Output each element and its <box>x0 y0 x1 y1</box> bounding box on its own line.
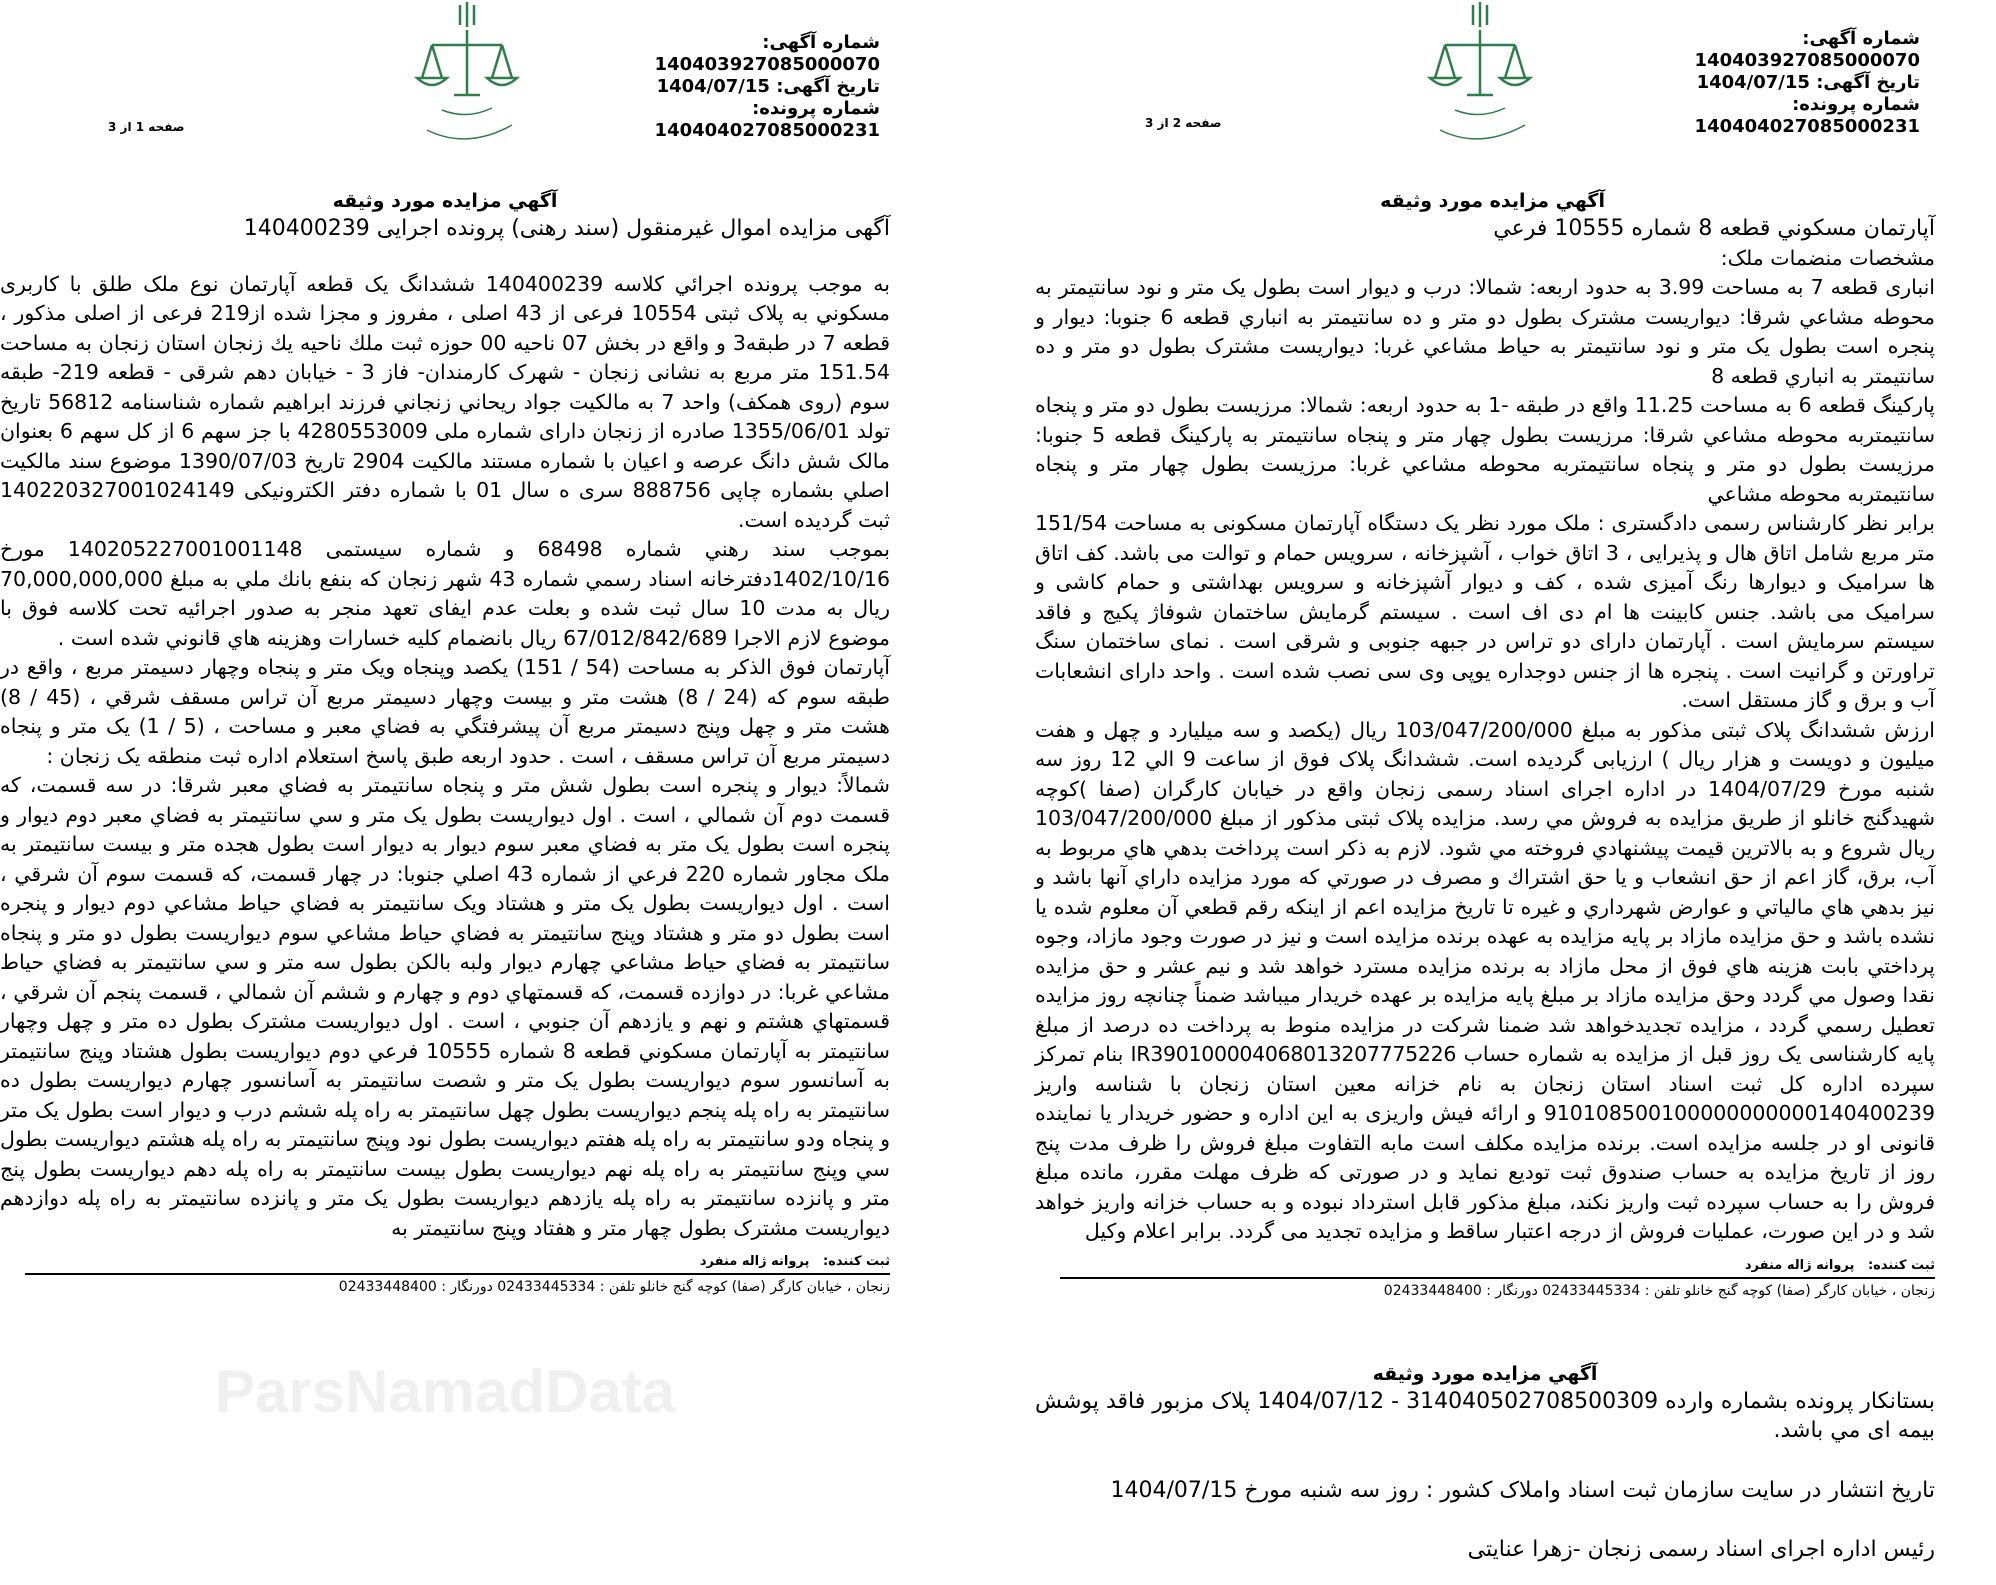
body-paragraph: برابر نظر کارشناس رسمی دادگستری : ملک مورد نظر یک دستگاه آپارتمان مسکونی به مساحت 151/54 متر مربع شامل اتاق هال و پذیرایی ، 3 اتاق خواب ، آشپزخانه ، سرویس حمام و توالت می باشد. کف اتاق ها سرامیک و دیوارها رنگ آمیزی شده ، کف و دیوار آشپزخانه و سرویس بهداشتی و حمام کاشی و سرامیک می باشد. جنس کابینت ها ام دی اف است . سیستم گرمایش ساختمان شوفاژ پکیج و فاقد سیستم سرمایش است . آپارتمان دارای دو تراس در جبهه جنوبی و شرقی است . نمای ساختمان سنگ تراورتن و گرانیت است . پنجره ها از جنس دوجداره یوپی وی سی نصب شده است . واحد دارای انشعابات آب و برق و گاز مستقل است. <box>1035 511 1935 712</box>
judiciary-logo-icon <box>412 0 522 150</box>
judiciary-logo-icon <box>1425 0 1535 150</box>
page1-header-meta <box>560 32 880 142</box>
body-paragraph: مشخصات منضمات ملک: <box>1720 245 1935 270</box>
registrar-name: پروانه ژاله منفرد <box>1744 1257 1855 1273</box>
body-paragraph: شمالاً: ديوار و پنجره است بطول شش متر و پنجاه سانتيمتر به فضاي معبر شرقا: در سه قسمت، که قسمت دوم آن شمالي ، است . اول ديواريست بطول يک متر و سي سانتيمتر به فضاي معبر دوم ديوار و پنجره است بطول يک متر به فضاي معبر سوم ديوار به ديوار است بطول هجده متر و بيست سانتيمتر به ملک مجاور شماره 220 فرعي از شماره 43 اصلي جنوبا: در چهار قسمت، که قسمت سوم آن شرقي ، است . اول ديواريست بطول يک متر و هشتاد ويک سانتيمتر به فضاي حياط مشاعي دوم ديوار و پنجره است بطول دو متر و هشتاد وپنج سانتيمتر به فضاي حياط مشاعي سوم ديواريست بطول دو متر و پنجاه سانتيمتر به فضاي حياط مشاعي چهارم ديوار ولبه بالکن بطول سه متر و سي سانتيمتر به فضاي حياط مشاعي غربا: در دوازده قسمت، که قسمتهاي دوم و چهارم و ششم آن شمالي ، قسمت پنجم آن شرقي ، قسمتهاي هشتم و نهم و يازدهم آن جنوبي ، است . اول ديواريست مشترک بطول ده متر و چهل وچهار سانتيمتر به آپارتمان مسکوني قطعه 8 شماره 10555 فرعي دوم ديواريست بطول هشتاد وپنج سانتيمتر به آسانسور سوم ديواريست بطول يک متر و شصت سانتيمتر به آسانسور چهارم ديواريست بطول ده سانتيمتر به راه پله پنجم ديواريست بطول چهل سانتيمتر به راه پله ششم درب و ديوار است بطول يک متر و پنجاه ودو سانتيمتر به راه پله هفتم ديواريست بطول نود وپنج سانتيمتر به راه پله هشتم ديواريست بطول سي وپنج سانتيمتر به راه پله نهم ديواريست بطول بيست سانتيمتر به راه پله دهم ديواريست بطول پنج متر و پانزده سانتيمتر به راه پله يازدهم ديواريست بطول يک متر و پانزده سانتيمتر به راه پله دوازدهم ديواريست مشترک بطول چهار متر و هفتاد وپنج سانتيمتر به <box>0 773 890 1240</box>
page1-header <box>0 0 890 180</box>
registrar-name: پروانه ژاله منفرد <box>699 1254 810 1269</box>
ad-date: 1404/07/15 <box>1696 72 1810 93</box>
body-paragraph: ارزش ششدانگ پلاک ثبتی مذکور به مبلغ 103/047/200/000 ریال (یکصد و سه میلیارد و چهل و هفت میلیون و دویست و هزار ریال ) ارزیابی گردیده است. ششدانگ پلاک فوق از ساعت 9 الي 12 روز سه شنبه مورخ 1404/07/29 در اداره اجرای اسناد رسمی زنجان واقع در خیابان کارگران (صفا )کوچه شهیدگنج خانلو از طريق مزايده به فروش مي رسد. مزايده پلاک ثبتی مذکور از مبلغ 103/047/200/000 ريال شروع و به بالاترين قيمت پيشنهادي فروخته مي شود. لازم به ذکر است پرداخت بدهي هاي مربوط به آب، برق، گاز اعم از حق انشعاب و يا حق اشتراك و مصرف در صورتي كه مورد مزايده داراي آنها باشد و نيز بدهي هاي مالياتي و عوارض شهرداري و غيره تا تاريخ مزايده اعم از اينكه رقم قطعي آن معلوم شده يا نشده باشد و حق مزايده مازاد بر پایه مزايده به عهده برنده مزايده است و نيز در صورت وجود مازاد، وجوه پرداختي بابت هزينه هاي فوق از محل مازاد به برنده مزايده مسترد خواهد شد و نيم عشر و حق مزايده نقدا وصول مي گردد وحق مزایده مازاد بر مبلغ پایه مزایده بر عهده خریدار میباشد ضمناً چنانچه روز مزايده تعطيل رسمي گردد ، مزايده تجديدخواهد شد ضمنا شرکت در مزایده منوط به پرداخت ده درصد از مبلغ پایه کارشناسی یک روز قبل از مزایده به شماره حساب IR390100004068013207775226 بنام تمرکز سپرده اداره کل ثبت اسناد استان زنجان به نام خزانه معین استان زنجان با شناسه واریز 910108500100000000000140400239 و ارائه فیش واریزی به این اداره و حضور خریدار یا نماینده قانونی او در جلسه مزایده است. برنده مزایده مکلف است مابه التفاوت مبلغ فروش را ظرف مدت پنج روز از تاریخ مزایده به حساب صندوق ثبت تودیع نماید و در صورتی که ظرف مهلت مقرر، مانده مبلغ فروش را به حساب سپرده ثبت واریز نکند، مبلغ مذکور قابل استرداد نبوده و به حساب خزانه واریز خواهد شد و در این صورت، عملیات فروش از درجه اعتبار ساقط و مزایده تجدید می گردد. برابر اعلام وکیل <box>1035 717 1935 1243</box>
office-address: زنجان ، خیابان کارگر (صفا) کوچه گنج خانلو تلفن : 02433445334 دورنگار : 02433448400 <box>1383 1282 1935 1299</box>
ad-date-label: تاریخ آگهی: <box>776 76 880 97</box>
office-address: زنجان ، خیابان کارگر (صفا) کوچه گنج خانلو تلفن : 02433445334 دورنگار : 02433448400 <box>338 1279 890 1295</box>
page2-column <box>1035 0 1935 1585</box>
publication-date-note: تاریخ انتشار در سایت سازمان ثبت اسناد واملاک کشور : روز سه شنبه مورخ 1404/07/15 <box>1110 1477 1935 1503</box>
page-number: صفحه 2 از 3 <box>1145 116 1222 130</box>
ad-number: 140403927085000070 <box>1694 50 1920 71</box>
file-number-label: شماره پرونده: <box>1792 94 1920 115</box>
file-number-label: شماره پرونده: <box>752 98 880 119</box>
divider <box>25 1273 890 1275</box>
page-number: صفحه 1 از 3 <box>108 120 185 134</box>
page2-header <box>1035 0 1935 180</box>
registrar-label: ثبت کننده: <box>822 1254 890 1269</box>
body-paragraph: پارکينگ قطعه 6 به مساحت 11.25 واقع در طبقه -1 به حدود اربعه: شمالا: مرزيست بطول دو متر و پنجاه سانتيمتربه محوطه مشاعي شرقا: مرزيست بطول چهار متر و پنجاه سانتيمتر به پارکينگ قطعه 5 جنوبا: مرزيست بطول دو متر و پنجاه سانتيمتربه محوطه مشاعي غربا: مرزيست بطول چهار متر و پنجاه سانتيمتربه محوطه مشاعي <box>1035 393 1935 506</box>
body-paragraph: آپارتمان فوق الذکر به مساحت (54 / 151) یکصد وپنجاه ویک متر و پنجاه وچهار دسیمتر مربع ، واقع در طبقه سوم که (24 / 8) هشت متر و بیست وچهار دسیمتر مربع آن تراس مسقف شرقي ، (45 / 8) هشت متر و چهل وپنج دسیمتر مربع آن پیشرفتگي به فضاي معبر و مساحت ، (5 / 1) یک متر و پنجاه دسیمتر مربع آن تراس مسقف ، است . حدود اربعه طبق پاسخ استعلام اداره ثبت منطقه یک زنجان : <box>0 655 890 768</box>
signatory: رئیس اداره اجرای اسناد رسمی زنجان -زهرا عنایتی <box>1467 1537 1935 1562</box>
page-subtitle: آپارتمان مسكوني قطعه 8 شماره 10555 فرعي <box>1493 216 1935 241</box>
file-number: 140404027085000231 <box>1694 116 1920 137</box>
ad-date-label: تاریخ آگهی: <box>1816 72 1920 93</box>
ad-number-label: شماره آگهی: <box>762 32 880 53</box>
ad-number: 140403927085000070 <box>654 54 880 75</box>
page3-title: آگهي مزايده مورد وثيقه <box>1372 1362 1598 1385</box>
registrar <box>1035 1257 1935 1275</box>
registrar <box>0 1253 890 1271</box>
page-title: آگهي مزايده مورد وثيقه <box>332 190 558 212</box>
ad-date: 1404/07/15 <box>656 76 770 97</box>
body-paragraph: به موجب پرونده اجرائي كلاسه 140400239 ششدانگ یک قطعه آپارتمان نوع ملک طلق با کاربری مسكوني به پلاک ثبتی 10554 فرعی از 43 اصلی ، مفروز و مجزا شده از219 فرعی از اصلی مذکور ، قطعه 7 در طبقه3 و واقع در بخش 07 ناحيه 00 حوزه ثبت ملك ناحيه يك زنجان استان زنجان به مساحت 151.54 متر مربع به نشانی زنجان - شهرک کارمندان- فاز 3 - خیابان دهم شرقی - قطعه 219- طبقه سوم (روی همکف) واحد 7 به مالکیت جواد ریحاني زنجاني فرزند ابراهیم شماره شناسنامه 56812 تاریخ تولد 1355/06/01 صادره از زنجان دارای شماره ملی 4280553009 با جز سهم 6 از کل سهم 6 بعنوان مالک شش دانگ عرصه و اعیان با شماره مستند مالکیت 2904 تاریخ 1390/07/03 موضوع سند مالکیت اصلي بشماره چاپی 888756 سری ه سال 01 با شماره دفتر الکترونیکی 140220327001024149 ثبت گردیده است. <box>0 271 891 532</box>
page2-body <box>1035 244 1935 1247</box>
page1-body <box>0 270 890 1244</box>
page1-column <box>0 0 890 1426</box>
ad-number-label: شماره آگهی: <box>1802 28 1920 49</box>
body-paragraph: بموجب سند رهني شماره 68498 و شماره سیستمی 140205227001001148 مورخ 1402/10/16دفترخانه اسناد رسمي شماره 43 شهر زنجان كه بنفع بانك ملي به مبلغ 70,000,000,000 ريال به مدت 10 سال ثبت شده و بعلت عدم ایفای تعهد منجر به صدور اجرائیه تحت كلاسه فوق با موضوع لازم الاجرا 67/012/842/689 ريال بانضمام كليه خسارات وهزينه هاي قانوني شده است . <box>0 537 891 650</box>
registrar-label: ثبت کننده: <box>1867 1257 1935 1273</box>
divider <box>1060 1277 1935 1279</box>
page3-creditor-note: بستانکار پرونده بشماره وارده 14040502708500309‏3 - 1404/07/12 پلاک مزبور فاقد پوشش بیمه ای مي باشد. <box>1035 1388 1935 1443</box>
file-number: 140404027085000231 <box>654 120 880 141</box>
page2-header-meta <box>1600 28 1920 138</box>
watermark: ParsNamadData <box>214 1358 676 1425</box>
body-paragraph: انباری قطعه 7 به مساحت 3.99 به حدود اربعه: شمالا: درب و ديوار است بطول يک متر و نود سانتيمتر به محوطه مشاعي شرقا: ديواريست مشترک بطول دو متر و ده سانتيمتر به انباري قطعه 6 جنوبا: ديوار و پنجره است بطول يک متر و نود سانتيمتر به حياط مشاعي غربا: ديواريست مشترک بطول دو متر و ده سانتيمتر به انباري قطعه 8 <box>1035 275 1936 388</box>
page-title: آگهي مزايده مورد وثيقه <box>1380 190 1605 212</box>
page-subtitle: آگهی مزایده اموال غیرمنقول (سند رهنی) پرونده اجرایی 140400239 <box>243 216 890 241</box>
